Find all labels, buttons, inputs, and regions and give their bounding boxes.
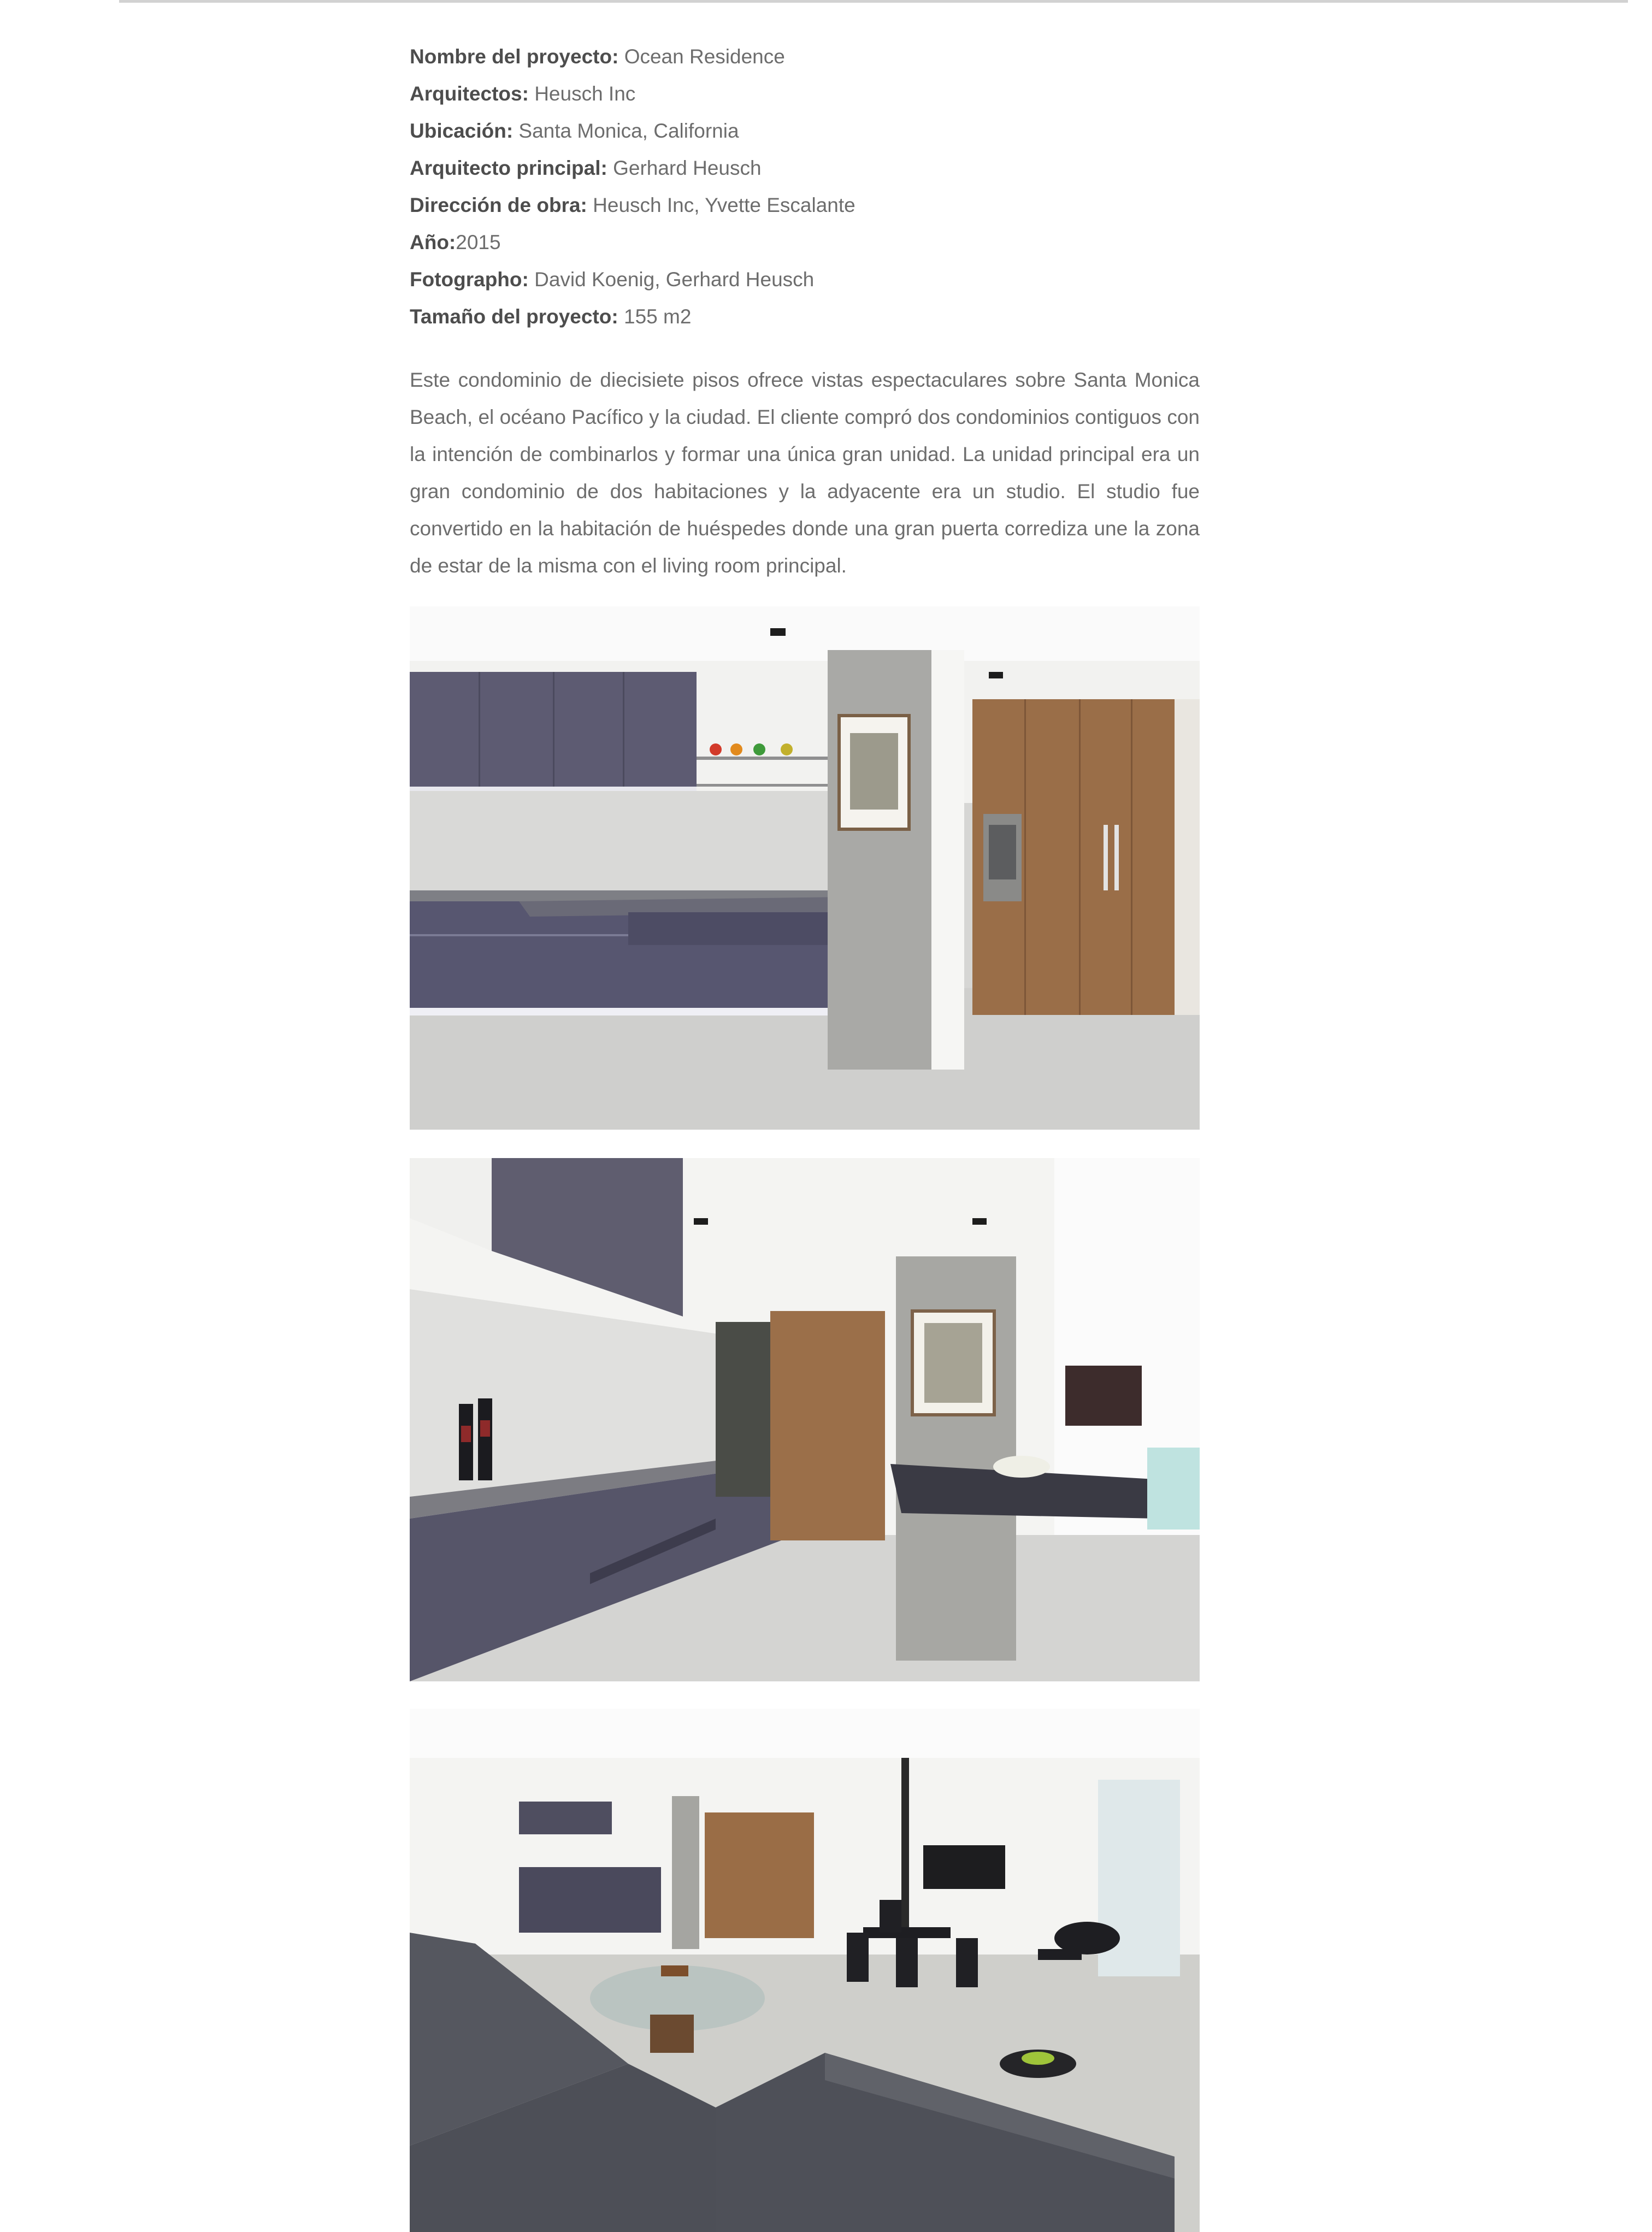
project-description: Este condominio de diecisiete pisos ofrece vistas espectaculares sobre Santa Monica Beach, el océano Pacífico y la ciudad. El cliente compró dos condominios contiguos con la intención de combinarlos y formar una única gran unidad. La unidad principal era un gran condominio de dos habitaciones y la adyacente era un studio. El studio fue convertido en la habitación de huéspedes donde una gran puerta corrediza une la zona de estar de la misma con el living room principal. — [410, 369, 1200, 577]
meta-project-size: Tamaño del proyecto: 155 m2 — [410, 305, 692, 328]
photo-living-room — [410, 1709, 1200, 2232]
photo-kitchen-counter — [410, 1158, 1200, 1681]
article-body — [410, 38, 1200, 605]
meta-lead-architect: Arquitecto principal: Gerhard Heusch — [410, 157, 762, 179]
meta-photographer: Fotographo: David Koenig, Gerhard Heusch — [410, 268, 815, 291]
meta-location: Ubicación: Santa Monica, California — [410, 120, 739, 142]
meta-architects: Arquitectos: Heusch Inc — [410, 82, 636, 105]
meta-project-name: Nombre del proyecto: Ocean Residence — [410, 45, 785, 68]
top-divider — [119, 0, 1628, 3]
photo-kitchen-island — [410, 606, 1200, 1130]
meta-site-direction: Dirección de obra: Heusch Inc, Yvette Escalante — [410, 194, 856, 216]
meta-year: Año:2015 — [410, 231, 501, 253]
